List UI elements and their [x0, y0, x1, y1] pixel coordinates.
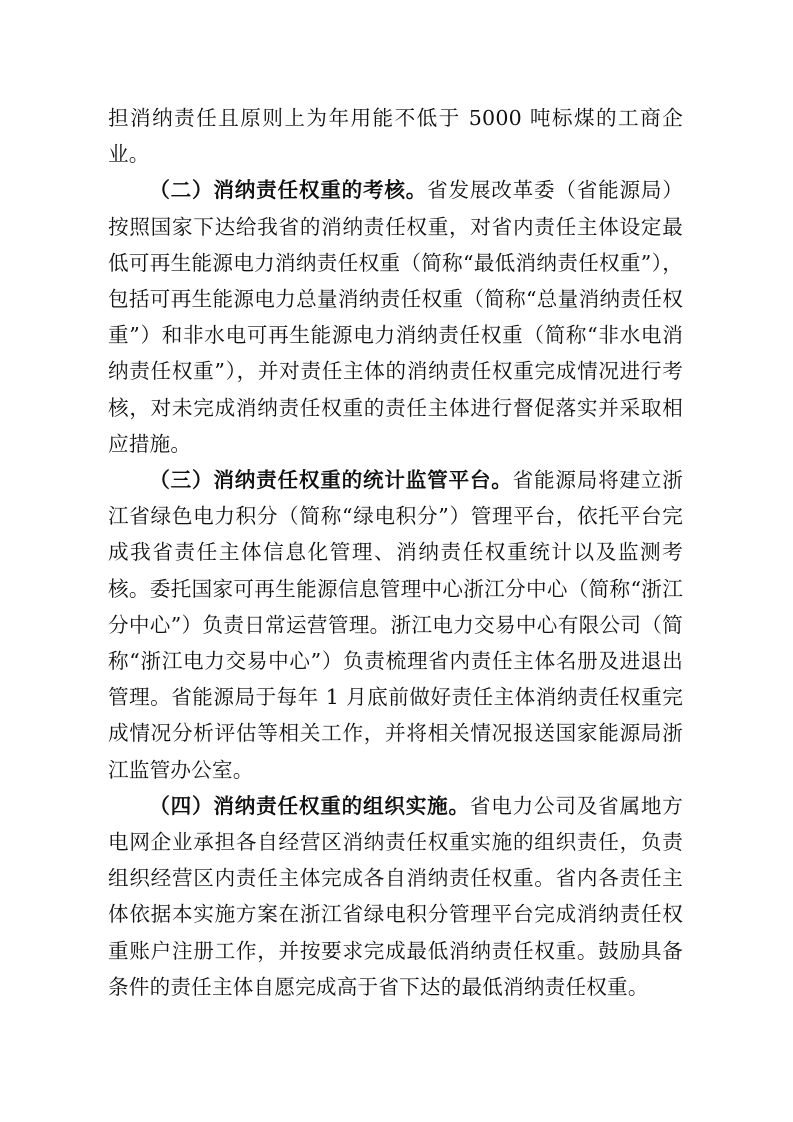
section-implementation-heading: （四）消纳责任权重的组织实施。 — [149, 793, 470, 818]
section-statistics-platform-body: 省能源局将建立浙江省绿色电力积分（简称“绿电积分”）管理平台，依托平台完成我省责任主体信息化管理、消纳责任权重统计以及监测考核。委托国家可再生能源信息管理中心浙江分中心（简称“浙江分中心”）负责日常运营管理。浙江电力交易中心有限公司（简称“浙江电力交易中心”）负责梳理省内责任主体名册及进退出管理。省能源局于每年 1 月底前做好责任主体消纳责任权重完成情况分析评估等相关工作，并将相关情况报送国家能源局浙江监管办公室。 — [108, 468, 683, 782]
section-assessment-body: 省发展改革委（省能源局）按照国家下达给我省的消纳责任权重，对省内责任主体设定最低可再生能源电力消纳责任权重（简称“最低消纳责任权重”），包括可再生能源电力总量消纳责任权重（简称“总量消纳责任权重”）和非水电可再生能源电力消纳责任权重（简称“非水电消纳责任权重”），并对责任主体的消纳责任权重完成情况进行考核，对未完成消纳责任权重的责任主体进行督促落实并采取相应措施。 — [108, 178, 683, 456]
section-statistics-platform-heading: （三）消纳责任权重的统计监管平台。 — [149, 468, 513, 493]
paragraph-continuation — [108, 100, 683, 172]
section-implementation-body: 省电力公司及省属地方电网企业承担各自经营区消纳责任权重实施的组织责任，负责组织经营区内责任主体完成各自消纳责任权重。省内各责任主体依据本实施方案在浙江省绿电积分管理平台完成消纳责任权重账户注册工作，并按要求完成最低消纳责任权重。鼓励具备条件的责任主体自愿完成高于省下达的最低消纳责任权重。 — [108, 793, 684, 999]
paragraph-continuation-text: 担消纳责任且原则上为年用能不低于 5000 吨标煤的工商企业。 — [108, 106, 683, 167]
section-implementation — [108, 788, 683, 1005]
section-assessment — [108, 172, 683, 462]
section-assessment-heading: （二）消纳责任权重的考核。 — [149, 178, 428, 203]
document-body — [108, 100, 683, 1005]
section-statistics-platform — [108, 462, 683, 788]
